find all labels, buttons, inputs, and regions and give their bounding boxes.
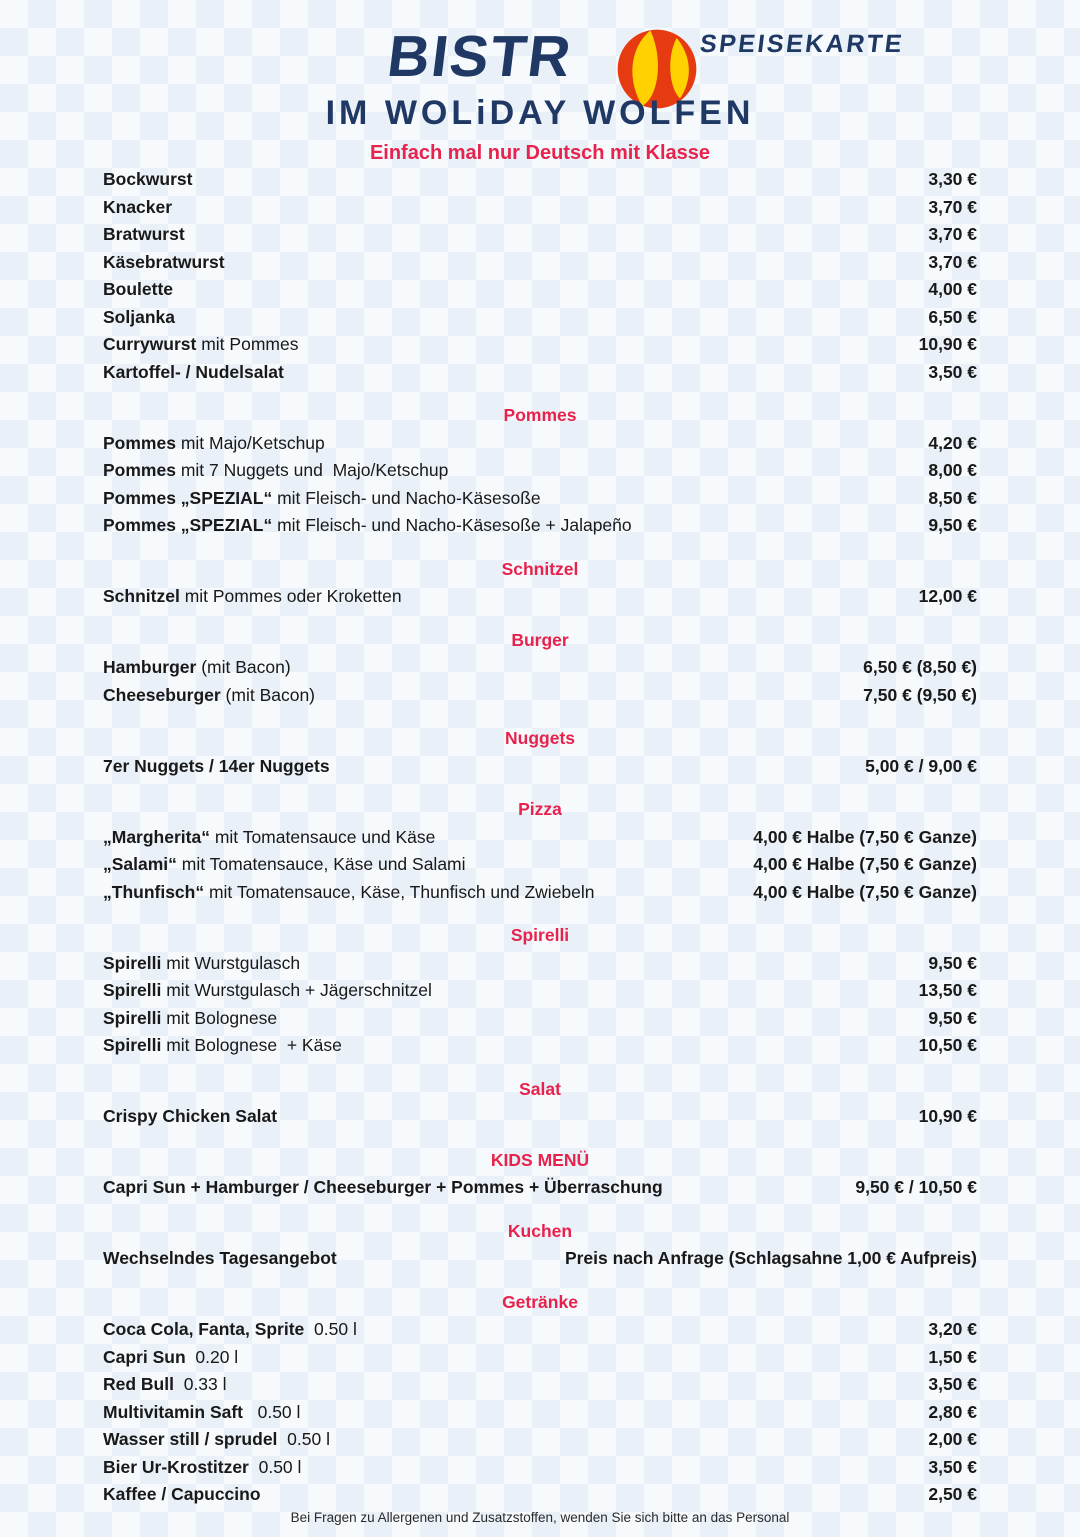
item-name: Currywurst xyxy=(103,334,197,354)
menu-item-row xyxy=(103,457,977,485)
item-name: Kartoffel- / Nudelsalat xyxy=(103,361,284,382)
item-label xyxy=(103,485,541,513)
item-desc: 0.33 l xyxy=(173,1374,227,1394)
item-price: 4,00 € Halbe (7,50 € Ganze) xyxy=(753,826,977,847)
item-label xyxy=(103,512,632,540)
location-subtitle: IM WOLiDAY WOLFEN xyxy=(325,94,755,132)
menu-item-row xyxy=(103,682,977,710)
section-items xyxy=(103,1245,977,1273)
item-price: 9,50 € / 10,50 € xyxy=(855,1177,977,1197)
menu-item-row xyxy=(103,879,977,907)
section-header: Spirelli xyxy=(510,925,570,945)
item-desc: mit Fleisch- und Nacho-Käsesoße + Jalapeño xyxy=(272,515,632,535)
item-name: Spirelli xyxy=(103,952,162,973)
item-price: 3,50 € xyxy=(928,361,977,382)
item-name: Cheeseburger xyxy=(103,684,221,705)
menu-item-row xyxy=(103,512,977,540)
item-name: Pommes „SPEZIAL“ xyxy=(103,487,273,508)
item-price: 3,70 € xyxy=(928,224,977,244)
header xyxy=(0,0,1080,166)
item-name: Kaffee / Capuccino xyxy=(103,1484,261,1504)
item-name: Boulette xyxy=(103,279,173,299)
item-label xyxy=(103,851,466,879)
menu-section xyxy=(103,725,977,780)
item-label xyxy=(103,359,284,387)
section-header: Salat xyxy=(519,1078,561,1099)
item-price: 4,00 € xyxy=(928,279,977,299)
menu-item-row xyxy=(103,1454,977,1482)
brand-logo-text: BISTR xyxy=(384,24,577,89)
item-price: 7,50 € (9,50 €) xyxy=(863,684,977,705)
menu-item-row xyxy=(103,430,977,458)
item-price: 13,50 € xyxy=(918,980,977,1000)
menu-item-row xyxy=(103,304,977,332)
item-price: 12,00 € xyxy=(918,586,977,606)
menu-section xyxy=(103,1147,977,1202)
menu-item-row xyxy=(103,1316,977,1344)
item-price: 9,50 € xyxy=(928,1007,977,1028)
item-name: Crispy Chicken Salat xyxy=(103,1106,278,1126)
item-desc: mit 7 Nuggets und Majo/Ketschup xyxy=(175,460,449,480)
menu-item-row xyxy=(103,1103,977,1131)
section-items xyxy=(103,654,977,709)
item-name: Hamburger xyxy=(103,657,197,677)
item-price: 3,30 € xyxy=(928,169,977,189)
item-price: 6,50 € xyxy=(928,306,977,327)
menu-item-row xyxy=(103,1426,977,1454)
menu-item-row xyxy=(103,1174,977,1202)
item-price: 3,50 € xyxy=(928,1456,977,1477)
section-header: Nuggets xyxy=(505,728,575,748)
item-label xyxy=(103,194,172,222)
item-label xyxy=(103,950,300,978)
item-price: 4,00 € Halbe (7,50 € Ganze) xyxy=(753,881,977,902)
item-desc: mit Pommes oder Kroketten xyxy=(179,586,402,606)
section-header: Getränke xyxy=(502,1291,578,1312)
menu-item-row xyxy=(103,1032,977,1060)
allergen-note: Bei Fragen zu Allergenen und Zusatzstoffen, wenden Sie sich bitte an das Personal xyxy=(290,1510,790,1525)
item-name: Red Bull xyxy=(103,1374,174,1394)
menu-section xyxy=(103,627,977,710)
menu-item-row xyxy=(103,221,977,249)
menu-section xyxy=(103,556,977,611)
item-price: 8,00 € xyxy=(928,460,977,480)
item-price: 2,50 € xyxy=(928,1484,977,1504)
section-header: KIDS MENÜ xyxy=(490,1149,590,1170)
menu-item-row xyxy=(103,359,977,387)
item-name: Soljanka xyxy=(103,306,175,327)
item-desc: mit Majo/Ketschup xyxy=(175,432,325,453)
item-price: 2,00 € xyxy=(928,1429,977,1449)
item-desc: mit Tomatensauce, Käse, Thunfisch und Zwiebeln xyxy=(204,881,595,902)
section-header: Pizza xyxy=(518,799,562,819)
item-desc: mit Tomatensauce und Käse xyxy=(209,826,436,847)
item-price: 5,00 € / 9,00 € xyxy=(865,755,977,776)
menu-item-row xyxy=(103,1399,977,1427)
item-name: „Margherita“ xyxy=(103,826,210,847)
menu-item-row xyxy=(103,654,977,682)
menu-item-row xyxy=(103,194,977,222)
menu-item-row xyxy=(103,1371,977,1399)
item-price: 10,90 € xyxy=(918,334,977,354)
menu-section xyxy=(103,166,977,386)
menu-section xyxy=(103,1076,977,1131)
section-header: Schnitzel xyxy=(501,558,579,579)
item-price: 9,50 € xyxy=(928,952,977,973)
item-label xyxy=(103,1481,261,1509)
menu-item-row xyxy=(103,485,977,513)
item-label xyxy=(103,824,435,852)
menu-item-row xyxy=(103,249,977,277)
item-label xyxy=(103,1344,238,1372)
menu-item-row xyxy=(103,753,977,781)
item-name: Coca Cola, Fanta, Sprite xyxy=(103,1319,305,1339)
item-desc: mit Wurstgulasch xyxy=(161,952,301,973)
tagline: Einfach mal nur Deutsch mit Klasse xyxy=(369,142,711,164)
item-desc: 0.20 l xyxy=(185,1346,239,1367)
item-label xyxy=(103,457,448,485)
item-price: 3,20 € xyxy=(928,1319,977,1339)
item-label xyxy=(103,879,595,907)
section-items xyxy=(103,583,977,611)
menu-section xyxy=(103,1218,977,1273)
item-label xyxy=(103,430,325,458)
item-name: Wechselndes Tagesangebot xyxy=(103,1248,337,1268)
section-items xyxy=(103,824,977,907)
item-name: Schnitzel xyxy=(103,586,180,606)
menu-section xyxy=(103,922,977,1060)
item-name: Spirelli xyxy=(103,980,162,1000)
section-items xyxy=(103,1174,977,1202)
item-label xyxy=(103,654,291,682)
item-price: 4,00 € Halbe (7,50 € Ganze) xyxy=(753,854,977,874)
section-header: Burger xyxy=(511,629,569,650)
item-label xyxy=(103,1371,227,1399)
section-items xyxy=(103,950,977,1060)
item-label xyxy=(103,1103,277,1131)
item-label xyxy=(103,1454,301,1482)
item-price: 4,20 € xyxy=(928,432,977,453)
menu-item-row xyxy=(103,851,977,879)
item-name: Pommes xyxy=(103,432,176,453)
item-name: Multivitamin Saft xyxy=(103,1401,244,1422)
item-label xyxy=(103,977,432,1005)
menu-section xyxy=(103,1289,977,1509)
item-label xyxy=(103,682,315,710)
menu-section xyxy=(103,402,977,540)
item-label xyxy=(103,1174,663,1202)
item-desc: mit Tomatensauce, Käse und Salami xyxy=(176,854,466,874)
item-label xyxy=(103,166,192,194)
section-items xyxy=(103,1316,977,1509)
menu-item-row xyxy=(103,824,977,852)
menu-item-row xyxy=(103,331,977,359)
item-label xyxy=(103,1245,337,1273)
item-label xyxy=(103,583,402,611)
item-name: Knacker xyxy=(103,196,173,217)
item-name: Pommes „SPEZIAL“ xyxy=(103,515,273,535)
item-desc: mit Bolognese + Käse xyxy=(161,1035,342,1055)
item-label xyxy=(103,753,330,781)
item-label xyxy=(103,249,225,277)
item-price: 8,50 € xyxy=(928,487,977,508)
item-name: Käsebratwurst xyxy=(103,251,225,272)
item-price: 3,70 € xyxy=(928,251,977,272)
section-items xyxy=(103,166,977,386)
menu-item-row xyxy=(103,1481,977,1509)
item-desc: (mit Bacon) xyxy=(196,657,291,677)
item-price: 3,50 € xyxy=(928,1374,977,1394)
item-desc: mit Wurstgulasch + Jägerschnitzel xyxy=(161,980,432,1000)
item-price: 2,80 € xyxy=(928,1401,977,1422)
item-price: 10,90 € xyxy=(918,1106,977,1126)
menu-item-row xyxy=(103,1005,977,1033)
section-items xyxy=(103,1103,977,1131)
item-desc: 0.50 l xyxy=(304,1319,357,1339)
item-label xyxy=(103,1399,300,1427)
item-label xyxy=(103,331,298,359)
item-name: Capri Sun + Hamburger / Cheeseburger + Pommes + Überraschung xyxy=(103,1177,663,1197)
item-label xyxy=(103,276,173,304)
item-name: Bier Ur-Krostitzer xyxy=(103,1456,249,1477)
item-name: Bratwurst xyxy=(103,224,185,244)
item-desc: mit Pommes xyxy=(196,334,299,354)
menu-title: SPEISEKARTE xyxy=(698,30,906,58)
item-label xyxy=(103,1426,330,1454)
menu-section xyxy=(103,796,977,906)
item-name: Spirelli xyxy=(103,1035,162,1055)
item-desc: 0.50 l xyxy=(277,1429,330,1449)
item-name: „Thunfisch“ xyxy=(103,881,205,902)
item-price: 1,50 € xyxy=(928,1346,977,1367)
item-desc: 0.50 l xyxy=(243,1401,301,1422)
item-label xyxy=(103,1005,277,1033)
item-name: Bockwurst xyxy=(103,169,193,189)
item-name: „Salami“ xyxy=(103,854,177,874)
item-name: 7er Nuggets / 14er Nuggets xyxy=(103,755,330,776)
menu-item-row xyxy=(103,977,977,1005)
item-label xyxy=(103,221,185,249)
section-header: Pommes xyxy=(503,405,577,425)
menu-item-row xyxy=(103,950,977,978)
item-name: Spirelli xyxy=(103,1007,162,1028)
menu-item-row xyxy=(103,1344,977,1372)
item-price: 9,50 € xyxy=(928,515,977,535)
item-label xyxy=(103,1316,357,1344)
item-price: 6,50 € (8,50 €) xyxy=(863,657,977,677)
item-price: 10,50 € xyxy=(918,1035,977,1055)
item-desc: (mit Bacon) xyxy=(220,684,316,705)
item-name: Capri Sun xyxy=(103,1346,186,1367)
item-price: 3,70 € xyxy=(928,196,977,217)
item-price: Preis nach Anfrage (Schlagsahne 1,00 € Aufpreis) xyxy=(564,1248,977,1268)
item-desc: 0.50 l xyxy=(248,1456,302,1477)
section-header: Kuchen xyxy=(507,1220,573,1241)
item-label xyxy=(103,1032,342,1060)
item-name: Pommes xyxy=(103,460,176,480)
item-desc: mit Bolognese xyxy=(161,1007,278,1028)
item-desc: mit Fleisch- und Nacho-Käsesoße xyxy=(272,487,541,508)
menu-item-row xyxy=(103,583,977,611)
menu-item-row xyxy=(103,276,977,304)
item-label xyxy=(103,304,175,332)
menu-sections xyxy=(103,166,977,1509)
item-name: Wasser still / sprudel xyxy=(103,1429,278,1449)
section-items xyxy=(103,753,977,781)
menu-item-row xyxy=(103,1245,977,1273)
menu-item-row xyxy=(103,166,977,194)
section-items xyxy=(103,430,977,540)
